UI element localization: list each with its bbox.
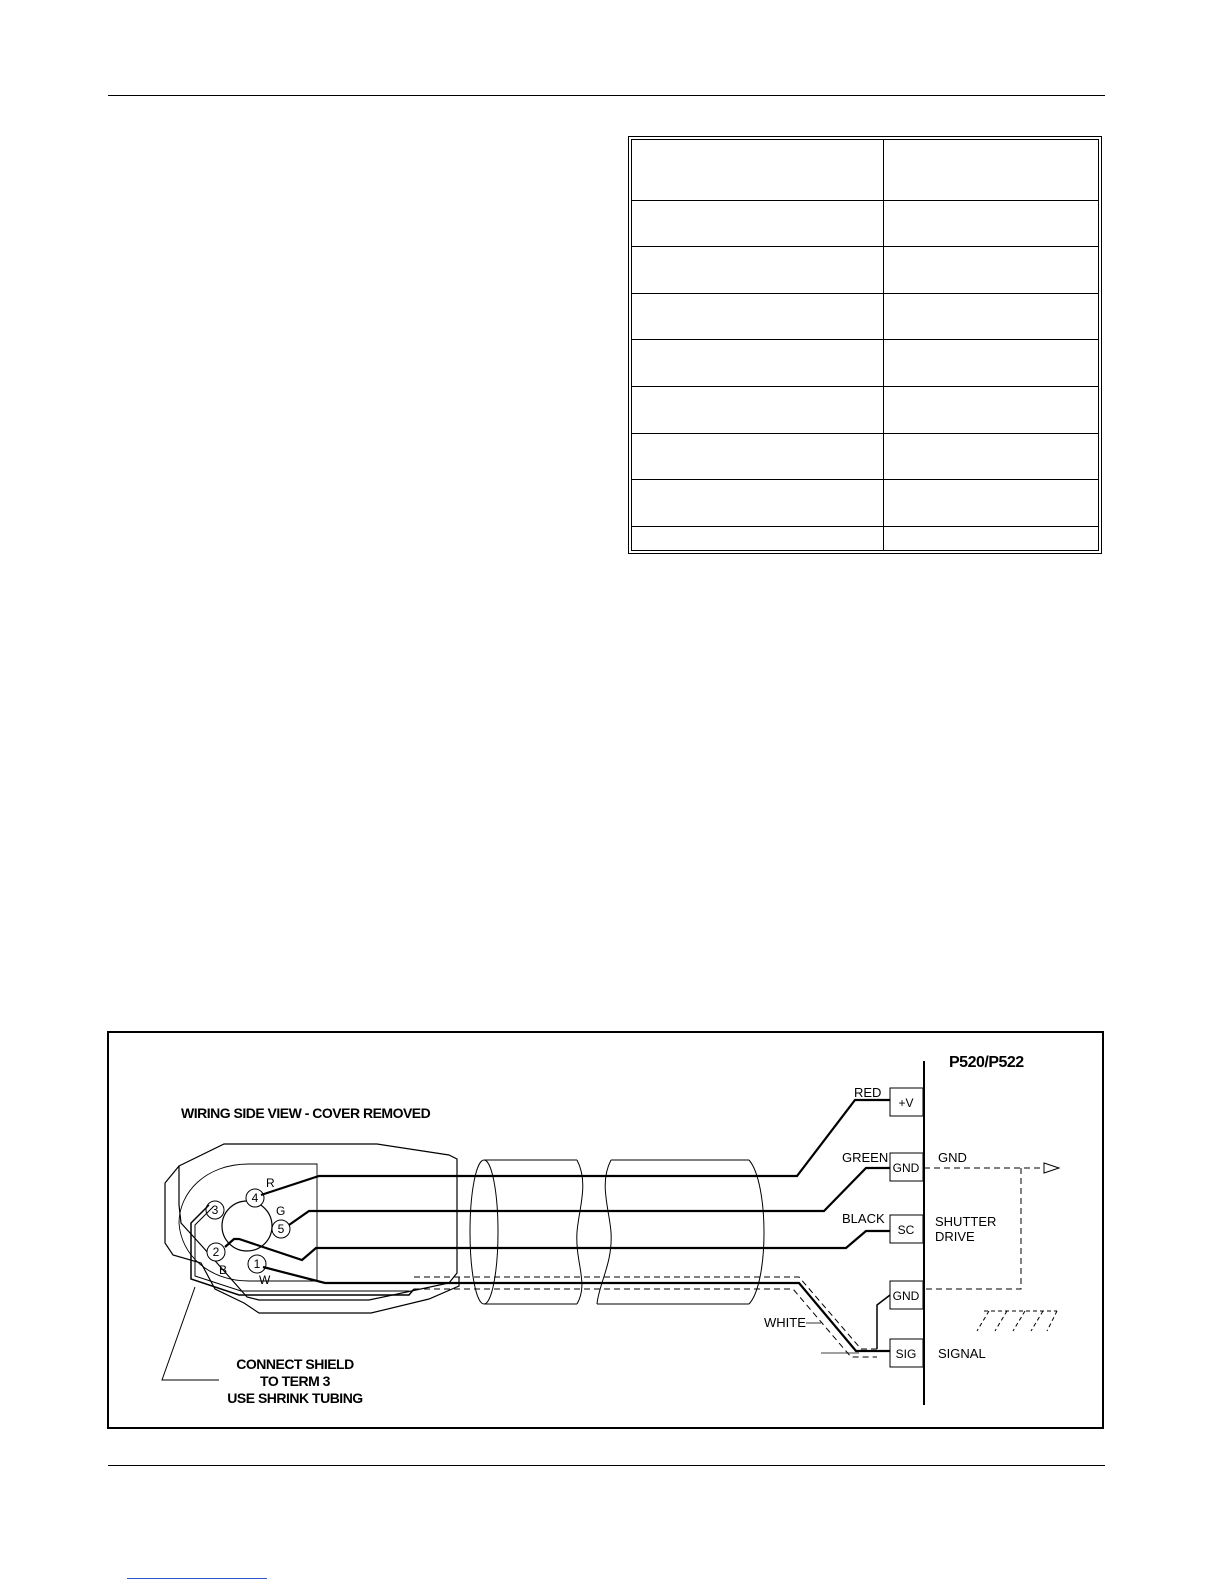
note-line-1: CONNECT SHIELD — [236, 1356, 354, 1372]
terminal-gnd-2-label: GND — [892, 1289, 920, 1303]
table-cell — [884, 527, 1099, 550]
table-cell — [632, 293, 884, 340]
terminal-vplus — [890, 1088, 923, 1116]
note-leader — [162, 1287, 219, 1380]
view-label: WIRING SIDE VIEW - COVER REMOVED — [181, 1105, 431, 1121]
table-cell — [884, 293, 1099, 340]
pin-4-label: 4 — [251, 1191, 259, 1205]
footer-rule — [108, 1465, 1105, 1466]
wire-label-black: BLACK — [842, 1211, 885, 1226]
terminal-gnd-1 — [890, 1153, 923, 1181]
pin-4 — [246, 1189, 264, 1207]
footer-link-underline[interactable] — [127, 1578, 267, 1579]
table-row — [632, 200, 1098, 247]
pin-1 — [248, 1255, 266, 1273]
table-cell — [884, 140, 1099, 200]
table-row — [632, 527, 1098, 550]
table-cell — [884, 480, 1099, 527]
table-cell — [632, 527, 884, 550]
wire-label-red: RED — [854, 1085, 882, 1100]
pin-2 — [207, 1243, 225, 1261]
ground-arrow-icon — [1044, 1163, 1059, 1173]
pin-5-label: 5 — [277, 1222, 285, 1236]
table-row — [632, 480, 1098, 527]
table-cell — [884, 340, 1099, 387]
table-cell — [632, 140, 884, 200]
note-line-2: TO TERM 3 — [260, 1373, 330, 1389]
terminal-sig — [890, 1339, 923, 1367]
terminal-sc — [890, 1215, 923, 1243]
header-rule — [108, 95, 1105, 96]
table-cell — [632, 480, 884, 527]
connector-body-edge — [165, 1166, 179, 1183]
pin-3 — [206, 1201, 224, 1219]
pin-1-label: 1 — [253, 1257, 261, 1271]
pin-2-label: 2 — [212, 1245, 220, 1259]
spec-table — [632, 140, 1098, 550]
table-cell — [632, 247, 884, 294]
table-cell — [884, 433, 1099, 480]
wiring-diagram-svg — [109, 1033, 1106, 1431]
signal-shutter: SHUTTER — [935, 1214, 997, 1229]
terminal-gnd-2 — [890, 1281, 923, 1309]
pin-g-label: G — [276, 1204, 286, 1218]
table-cell — [632, 387, 884, 434]
spec-table-frame — [628, 136, 1102, 554]
terminal-sc-label: SC — [897, 1223, 915, 1237]
wire-black — [225, 1231, 890, 1260]
shield-upper — [414, 1277, 877, 1349]
spec-table-inner — [631, 139, 1099, 551]
table-cell — [884, 387, 1099, 434]
table-cell — [884, 247, 1099, 294]
wire-label-white: WHITE — [764, 1315, 806, 1330]
wire-label-green: GREEN — [842, 1150, 889, 1165]
chassis-ground-icon — [977, 1311, 1057, 1331]
gnd-jumper — [877, 1295, 890, 1349]
table-row — [632, 140, 1098, 200]
signal-signal: SIGNAL — [938, 1346, 986, 1361]
pin-3-label: 3 — [211, 1203, 219, 1217]
signal-drive: DRIVE — [935, 1229, 975, 1244]
table-cell — [884, 200, 1099, 247]
wire-white — [263, 1267, 890, 1351]
table-row — [632, 387, 1098, 434]
wiring-diagram — [107, 1031, 1104, 1429]
connector-title: P520/P522 — [949, 1054, 1024, 1071]
note-line-3: USE SHRINK TUBING — [227, 1390, 363, 1406]
pin-w-label: W — [259, 1273, 271, 1287]
table-cell — [632, 340, 884, 387]
terminal-sig-label: SIG — [895, 1347, 917, 1361]
pin-5 — [272, 1220, 290, 1238]
table-cell — [632, 200, 884, 247]
pin-r-label: R — [266, 1176, 275, 1190]
table-row — [632, 433, 1098, 480]
terminal-gnd-1-label: GND — [892, 1161, 920, 1175]
table-cell — [632, 433, 884, 480]
terminal-vplus-label: +V — [898, 1096, 914, 1110]
table-row — [632, 340, 1098, 387]
signal-gnd: GND — [938, 1150, 967, 1165]
table-row — [632, 293, 1098, 340]
table-row — [632, 247, 1098, 294]
pin-b-label: B — [219, 1263, 228, 1277]
